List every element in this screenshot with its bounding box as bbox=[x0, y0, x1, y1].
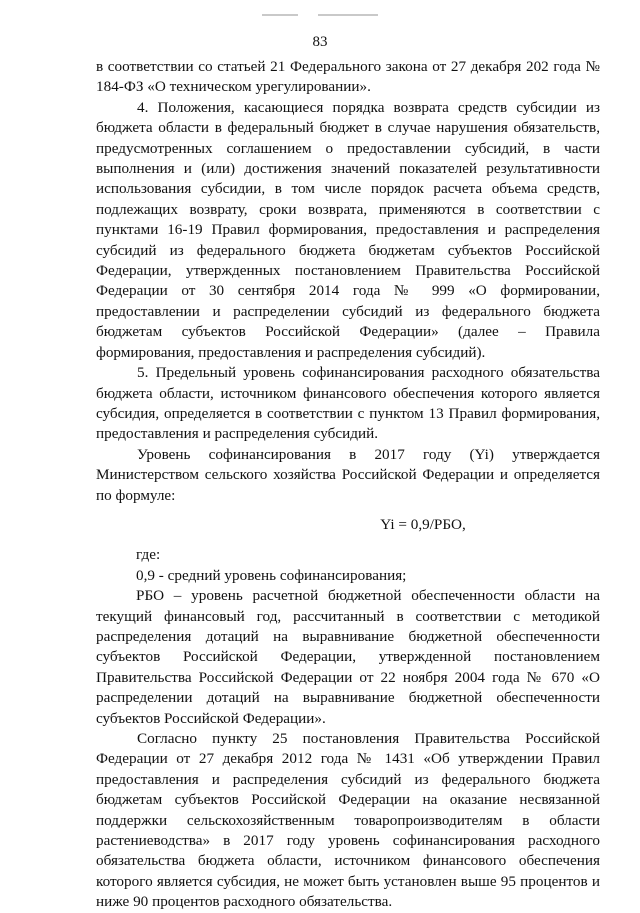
scan-artifact-left bbox=[262, 14, 298, 16]
formula: Yi = 0,9/РБО, bbox=[380, 515, 466, 533]
page-number: 83 bbox=[312, 34, 328, 50]
paragraph-closing: Согласно пункту 25 постановления Правительства Российской Федерации от 27 декабря 2012 года № 1431 «Об утверждении Правил предоставления и распределения субсидий из федерального бюджета бюджетам субъектов Российской Федерации на оказание несвязанной поддержки сельскохозяйственным товаропроизводителям в области растениеводства» в 2017 году уровень софинансирования расходного обязательства бюджета области, источником финансового обеспечения которого является субсидия, не может быть установлен выше 95 процентов и ниже 90 процентов расходного обязательства. bbox=[96, 730, 600, 911]
paragraph-continuation: в соответствии со статьей 21 Федерального закона от 27 декабря 202 года № 184-ФЗ «О техническом урегулировании». bbox=[96, 58, 600, 96]
paragraph-cofinancing-level: Уровень софинансирования в 2017 году (Yi) утверждается Министерством сельского хозяйства Российской Федерации и определяется по формуле: bbox=[96, 445, 600, 504]
scan-artifact-right bbox=[318, 14, 378, 16]
paragraph-item-4: 4. Положения, касающиеся порядка возврата средств субсидии из бюджета области в федеральный бюджет в случае нарушения обязательств, предусмотренных соглашением о предоставлении субсидий, в части выполнения и (или) достижения значений показателей результативности использования субсидии, в том числе порядок расчета объема средств, подлежащих возврату, сроки возврата, применяются в соответствии с пунктами 16-19 Правил формирования, предоставления и распределения субсидий из федерального бюджета бюджетам субъектов Российской Федерации, утвержденных постановлением Правительства Российской Федерации от 30 сентября 2014 года № 999 «О формировании, предоставлении и распределении субсидий из федерального бюджета бюджетам субъектов Российской Федерации» (далее – Правила формирования, предоставления и распределения субсидий). bbox=[96, 98, 600, 361]
definition-coefficient: 0,9 - средний уровень софинансирования; bbox=[136, 566, 407, 584]
paragraph-item-5: 5. Предельный уровень софинансирования расходного обязательства бюджета области, источником финансового обеспечения которого является субсидия, определяется в соответствии с пунктом 13 Правил формирования, предоставления и распределения субсидий. bbox=[96, 364, 600, 443]
definition-rbo: РБО – уровень расчетной бюджетной обеспеченности области на текущий финансовый год, рассчитанный в соответствии с методикой распределения дотаций на выравнивание бюджетной обеспеченности субъектов Российской Федерации, утвержденной постановлением Правительства Российской Федерации от 22 ноября 2004 года № 670 «О распределении дотаций на выравнивание бюджетной обеспеченности субъектов Российской Федерации». bbox=[96, 587, 600, 727]
where-label: где: bbox=[136, 546, 161, 564]
document-body bbox=[96, 57, 600, 913]
